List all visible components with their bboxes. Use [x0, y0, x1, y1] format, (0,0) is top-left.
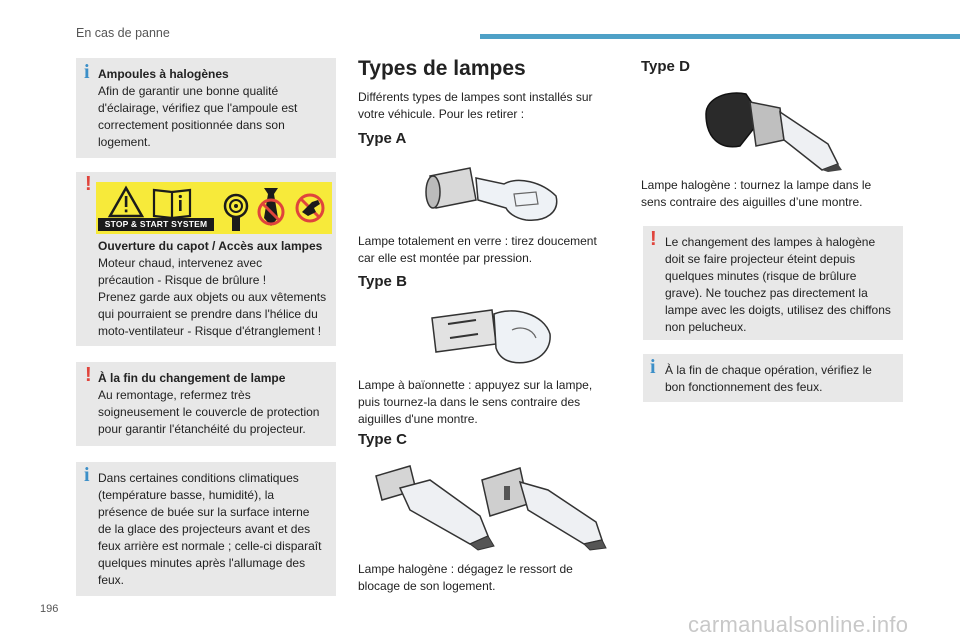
lamp-h4 [376, 466, 494, 550]
fan-belt-icon [225, 195, 247, 231]
desc-line: Lampe halogène : tournez la lampe dans le [641, 178, 872, 192]
box-line: quelques minutes après l'allumage des [98, 556, 306, 570]
type-a-heading: Type A [358, 130, 407, 147]
lamp-h7 [482, 468, 606, 550]
box-line: bon fonctionnement des feux. [665, 380, 823, 394]
watermark: carmanualsonline.info [688, 612, 909, 637]
hazard-triangle-icon [110, 188, 142, 216]
type-d-description [641, 177, 901, 211]
info-box-check-lights [643, 354, 903, 402]
box-line: qui pourraient se prendre dans l'hélice du [98, 307, 318, 321]
intro-text [358, 89, 608, 123]
box-line: Moteur chaud, intervenez avec [98, 256, 263, 270]
info-icon: i [84, 61, 90, 83]
type-a-description [358, 233, 618, 267]
box-line: doit se faire projecteur éteint depuis [665, 252, 856, 266]
desc-line: Lampe totalement en verre : tirez doucement [358, 234, 597, 248]
desc-line: Lampe à baïonnette : appuyez sur la lampe, [358, 378, 593, 392]
info-box-condensation [76, 462, 336, 596]
box-line: d'éclairage, vérifiez que l'ampoule est [98, 101, 298, 115]
box-line: pour garantir l'étanchéité du projecteur. [98, 422, 306, 436]
box-line: soigneusement le couvercle de protection [98, 405, 320, 419]
box-line: logement. [98, 135, 151, 149]
box-title: Ouverture du capot / Accès aux lampes [98, 239, 323, 253]
box-line: Au remontage, refermez très [98, 388, 251, 402]
type-c-description [358, 561, 618, 595]
box-line: de la glace des projecteurs avant et des [98, 522, 311, 536]
header-accent-bar [480, 34, 960, 39]
box-line: précaution - Risque de brûlure ! [98, 273, 267, 287]
type-c-lamp-illustration [370, 460, 610, 552]
desc-line: blocage de son logement. [358, 579, 496, 593]
warning-icon: ! [650, 228, 657, 250]
box-line: Afin de garantir une bonne qualité [98, 84, 279, 98]
no-hand-icon [297, 195, 323, 221]
warning-box-halogen-change [643, 226, 903, 340]
desc-line: Lampe halogène : dégagez le ressort de [358, 562, 573, 576]
type-d-lamp-illustration [700, 88, 846, 172]
warning-box-end-of-change [76, 362, 336, 446]
box-line: moto-ventilateur - Risque d'étranglement ! [98, 324, 322, 338]
page-number: 196 [40, 603, 59, 615]
no-tie-icon [259, 188, 283, 226]
info-icon: i [84, 464, 90, 486]
type-c-heading: Type C [358, 431, 407, 448]
manual-book-icon [154, 190, 190, 218]
box-line: présence de buée sur la surface interne [98, 505, 310, 519]
box-title: À la fin du changement de lampe [98, 371, 286, 385]
desc-line: puis tournez-la dans le sens contraire des [358, 395, 581, 409]
box-line: Dans certaines conditions climatiques [98, 471, 299, 485]
type-b-heading: Type B [358, 273, 407, 290]
box-line: (température basse, humidité), la [98, 488, 275, 502]
section-title: En cas de panne [76, 26, 170, 40]
box-line: Prenez garde aux objets ou aux vêtements [98, 290, 327, 304]
info-icon: i [650, 356, 656, 378]
box-line: Le changement des lampes à halogène [665, 235, 876, 249]
box-line: feux. [98, 573, 125, 587]
intro-line: votre véhicule. Pour les retirer : [358, 107, 525, 121]
box-line: quelques minutes (risque de brûlure [665, 269, 857, 283]
box-line: correctement positionnée dans son [98, 118, 285, 132]
type-b-description [358, 377, 618, 428]
box-line: lampe avec les doigts, utilisez des chiffons [665, 303, 891, 317]
desc-line: car elle est montée par pression. [358, 251, 533, 265]
warning-icon: ! [85, 173, 92, 195]
box-line: grave). Ne touchez pas directement la [665, 286, 868, 300]
info-box-halogen-bulbs [76, 58, 336, 158]
desc-line: sens contraire des aiguilles d’une montre. [641, 195, 863, 209]
page-heading: Types de lampes [358, 57, 526, 80]
type-a-lamp-illustration [418, 154, 568, 228]
box-line: feux arrière est normale ; celle-ci disparaît [98, 539, 322, 553]
box-title: Ampoules à halogènes [98, 67, 229, 81]
box-line: À la fin de chaque opération, vérifiez le [665, 363, 872, 377]
stop-start-label: STOP & START SYSTEM [98, 218, 214, 231]
warning-icon: ! [85, 364, 92, 386]
desc-line: aiguilles d'une montre. [358, 412, 478, 426]
intro-line: Différents types de lampes sont installés sur [358, 90, 593, 104]
type-d-heading: Type D [641, 58, 690, 75]
type-b-lamp-illustration [428, 304, 554, 368]
box-line: non pelucheux. [665, 320, 747, 334]
